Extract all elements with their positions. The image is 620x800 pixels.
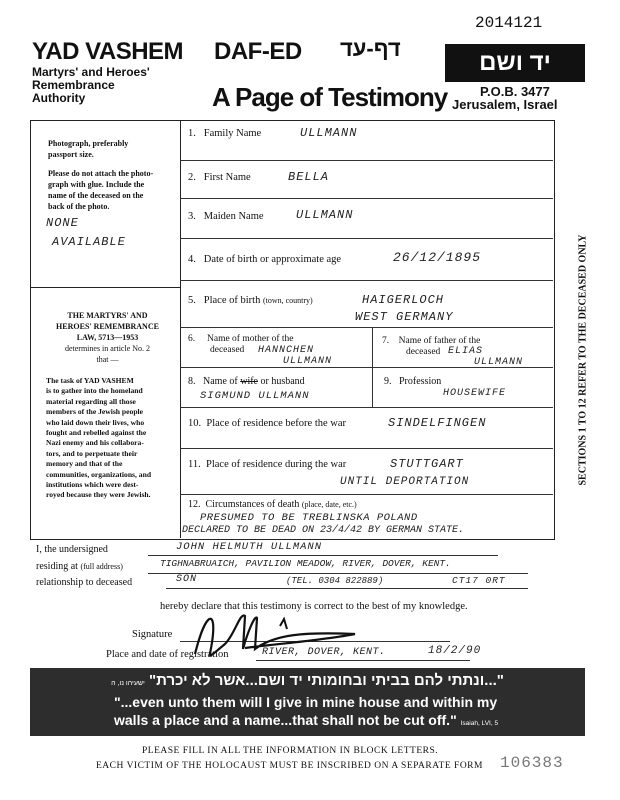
field-number: 5. xyxy=(188,295,196,306)
photo-note-2: AVAILABLE xyxy=(52,235,126,249)
law-line: communities, organizations, and xyxy=(46,469,152,479)
place-date-line xyxy=(256,660,470,661)
field-number: 11. xyxy=(188,459,201,470)
field-2-label xyxy=(188,172,251,183)
field-label-struck: wife xyxy=(240,376,258,387)
field-label: Profession xyxy=(399,376,442,387)
org-sub-line: Martyrs' and Heroes' xyxy=(32,65,150,79)
page-title: A Page of Testimony xyxy=(212,82,448,112)
residence-before-war-value[interactable]: SINDELFINGEN xyxy=(388,416,487,430)
banner-english-ref: Isaiah, LVI, 5 xyxy=(460,720,499,727)
field-9-label xyxy=(384,376,441,387)
address-value[interactable]: TIGHNABRUAICH, PAVILION MEADOW, RIVER, DOVER, KENT. xyxy=(160,558,451,569)
field-label: First Name xyxy=(203,172,251,183)
law-line: Nazi enemy and his collabora- xyxy=(46,438,144,448)
row-divider xyxy=(180,280,553,281)
field-8-label xyxy=(188,376,305,387)
field-label: Name of mother of the xyxy=(207,334,294,344)
field-label: Maiden Name xyxy=(203,211,264,222)
field-1-label xyxy=(188,128,261,139)
place-date-label: Place and date of registration xyxy=(106,649,229,660)
pob: P.O.B. 3477 xyxy=(480,84,550,99)
mother-name-value-2[interactable]: ULLMANN xyxy=(283,356,333,367)
family-name-value[interactable]: ULLMANN xyxy=(300,126,358,140)
law-title: HEROES' REMEMBRANCE xyxy=(56,322,159,331)
father-name-value-1[interactable]: ELIAS xyxy=(448,346,484,357)
photo-instr: passport size. xyxy=(48,150,94,159)
org-sub-line: Authority xyxy=(32,91,86,105)
law-line: is to gather into the homeland xyxy=(46,386,143,396)
daf-ed-label: DAF-ED xyxy=(214,38,302,65)
field-4-label xyxy=(188,254,341,265)
banner-hebrew-ref: ישעיהו נו, ה xyxy=(111,680,145,687)
field-number: 6. xyxy=(188,334,196,344)
left-column-divider xyxy=(180,120,181,538)
maiden-name-value[interactable]: ULLMANN xyxy=(296,208,354,222)
registration-date-value[interactable]: 18/2/90 xyxy=(428,645,482,657)
law-line: memory and that of the xyxy=(46,459,123,469)
death-circumstances-value-1[interactable]: PRESUMED TO BE TREBLINSKA POLAND xyxy=(200,512,418,524)
declarant-name-value[interactable]: JOHN HELMUTH ULLMANN xyxy=(176,541,323,553)
banner-hebrew xyxy=(30,672,585,689)
field-5-label: 5. Place of birth (town, country) xyxy=(188,295,313,306)
residing-line xyxy=(148,573,528,574)
field-number: 2. xyxy=(188,172,196,183)
field-12-label xyxy=(188,499,357,510)
relationship-line xyxy=(166,588,528,589)
field-number: 7. xyxy=(382,336,390,346)
row-divider xyxy=(180,327,553,328)
law-line: fought and rebelled against the xyxy=(46,428,147,438)
birth-date-value[interactable]: 26/12/1895 xyxy=(393,250,482,265)
relationship-value[interactable]: SON xyxy=(176,574,198,585)
law-line: material regarding all those xyxy=(46,396,136,406)
yad-vashem-logo: יד ושם xyxy=(445,44,585,82)
col-divider xyxy=(372,327,373,407)
birth-place-value-1[interactable]: HAIGERLOCH xyxy=(362,293,445,307)
residence-during-war-value-2[interactable]: UNTIL DEPORTATION xyxy=(340,476,470,488)
photo-note-1: NONE xyxy=(46,216,79,230)
profession-value[interactable]: HOUSEWIFE xyxy=(443,388,507,399)
residing-label xyxy=(36,561,123,572)
relationship-label: relationship to deceased xyxy=(36,577,133,588)
law-title: determines in article No. 2 xyxy=(64,344,151,353)
field-label: deceased xyxy=(406,347,441,357)
field-label: Name of xyxy=(203,376,238,387)
field-label: Name of father of the xyxy=(398,336,481,346)
field-3-label xyxy=(188,211,264,222)
form-number: 2014121 xyxy=(475,14,543,32)
field-number: 9. xyxy=(384,376,392,387)
law-line: institutions which were dest- xyxy=(46,480,139,490)
undersigned-label: I, the undersigned xyxy=(36,544,108,555)
serial-stamp: 106383 xyxy=(500,754,564,772)
postcode-value[interactable]: CT17 0RT xyxy=(452,575,506,586)
law-line: royed because they were Jewish. xyxy=(46,490,151,500)
field-label: Circumstances of death xyxy=(205,499,300,510)
law-line: The task of YAD VASHEM xyxy=(46,376,134,385)
photo-instr: Photograph, preferably xyxy=(48,139,129,148)
photo-instr: name of the deceased on the xyxy=(48,191,144,200)
death-circumstances-value-2[interactable]: DECLARED TO BE DEAD ON 23/4/42 BY GERMAN STATE. xyxy=(182,525,465,536)
field-label: or husband xyxy=(260,376,305,387)
side-note-text: SECTIONS 1 TO 12 REFER TO THE DECEASED ONLY xyxy=(577,234,589,486)
field-label: Place of residence before the war xyxy=(206,418,347,429)
law-title: LAW, 5713—1953 xyxy=(76,333,139,342)
residing-sub: (full address) xyxy=(80,562,123,571)
photo-instr: graph with glue. Include the xyxy=(48,180,145,189)
banner-english-2 xyxy=(114,712,498,728)
first-name-value[interactable]: BELLA xyxy=(288,170,330,184)
law-line: who laid down their lives, who xyxy=(46,417,145,427)
row-divider xyxy=(180,407,553,408)
declaration-text: hereby declare that this testimony is correct to the best of my knowledge. xyxy=(160,601,468,612)
birth-place-value-2[interactable]: WEST GERMANY xyxy=(355,310,454,324)
side-note xyxy=(563,200,589,486)
field-11-label xyxy=(188,459,346,470)
field-label: Family Name xyxy=(203,128,262,139)
org-sub-line: Remembrance xyxy=(32,78,115,92)
field-label: deceased xyxy=(210,345,245,355)
row-divider xyxy=(180,448,553,449)
org-subtitle xyxy=(32,66,150,105)
undersigned-line xyxy=(148,555,498,556)
telephone-value[interactable]: (TEL. 0304 822889) xyxy=(286,576,384,586)
field-label: Date of birth or approximate age xyxy=(203,254,342,265)
photo-instr: Please do not attach the photo- xyxy=(48,169,154,178)
row-divider xyxy=(180,160,553,161)
row-divider xyxy=(180,238,553,239)
father-name-value-2[interactable]: ULLMANN xyxy=(474,357,524,368)
field-number: 4. xyxy=(188,254,196,265)
field-10-label xyxy=(188,418,346,429)
field-sublabel: (town, country) xyxy=(262,296,313,305)
org-name: YAD VASHEM xyxy=(32,38,184,65)
spouse-name-value[interactable]: SIGMUND ULLMANN xyxy=(200,390,310,402)
banner-english-2-text: walls a place and a name...that shall not be cut off." xyxy=(114,712,457,728)
field-label: Place of residence during the war xyxy=(206,459,347,470)
field-sublabel: (place, date, etc.) xyxy=(301,500,357,509)
field-number: 12. xyxy=(188,499,201,510)
row-divider xyxy=(180,198,553,199)
isaiah-banner xyxy=(30,668,585,736)
hebrew-title: דף-עד xyxy=(340,36,401,61)
mother-name-value-1[interactable]: HANNCHEN xyxy=(258,345,315,356)
law-title: THE MARTYRS' AND xyxy=(67,311,148,320)
law-title: that — xyxy=(96,355,119,364)
field-number: 1. xyxy=(188,128,196,139)
row-divider xyxy=(180,494,553,495)
banner-hebrew-text: "...ונתתי להם בביתי ובחומותי יד ושם...אשר לא יכרת" xyxy=(149,672,504,689)
left-box-divider xyxy=(30,287,181,288)
banner-english-1: "...even unto them will I give in mine house and within my xyxy=(114,694,498,710)
field-number: 8. xyxy=(188,376,196,387)
registration-place-value[interactable]: RIVER, DOVER, KENT. xyxy=(262,647,386,658)
signature-label: Signature xyxy=(132,629,173,640)
field-number: 3. xyxy=(188,211,196,222)
residence-during-war-value-1[interactable]: STUTTGART xyxy=(390,457,464,471)
law-box xyxy=(40,310,175,365)
residing-text: residing at xyxy=(36,561,78,572)
footer-line-1: PLEASE FILL IN ALL THE INFORMATION IN BLOCK LETTERS. xyxy=(142,746,439,756)
law-body xyxy=(46,376,178,501)
city: Jerusalem, Israel xyxy=(452,97,558,112)
photo-box xyxy=(48,138,173,212)
footer-line-2: EACH VICTIM OF THE HOLOCAUST MUST BE INSCRIBED ON A SEPARATE FORM xyxy=(96,761,483,771)
photo-instr: back of the photo. xyxy=(48,202,110,211)
field-number: 10. xyxy=(188,418,202,429)
law-line: members of the Jewish people xyxy=(46,407,144,417)
law-line: tors, and to perpetuate their xyxy=(46,448,138,458)
